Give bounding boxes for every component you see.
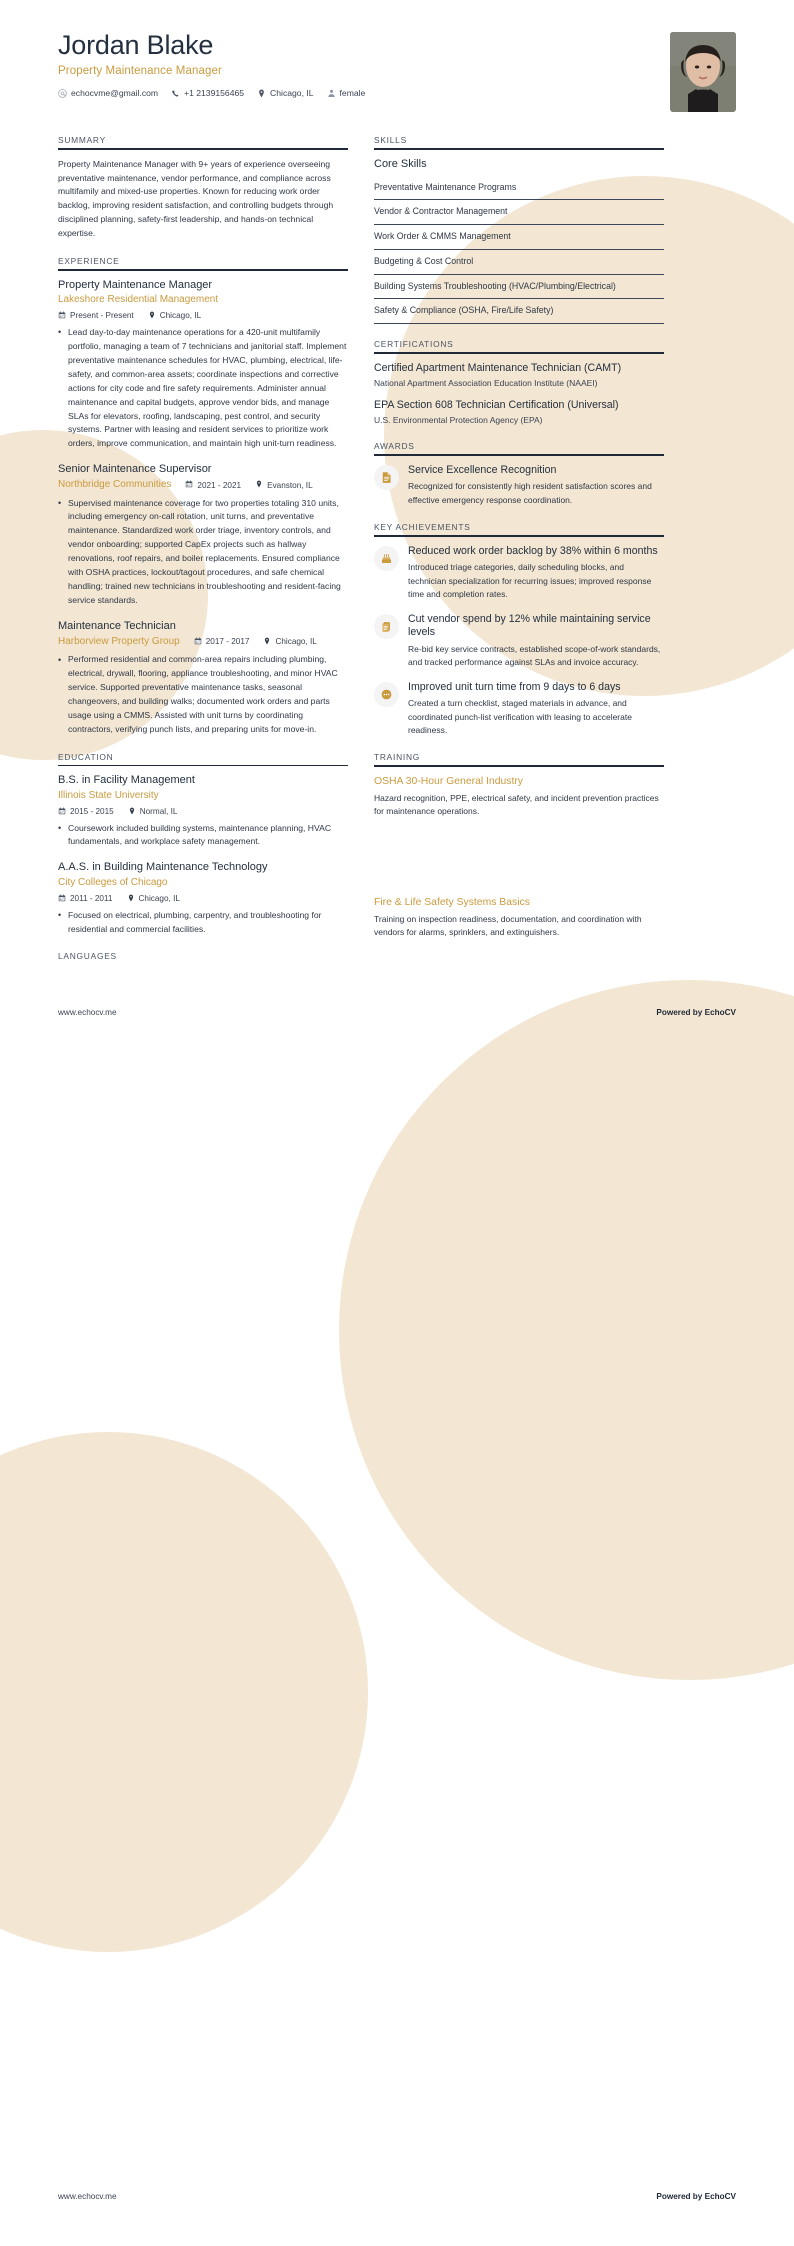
experience-dates (194, 637, 250, 647)
certification-item (374, 399, 664, 427)
training-description: Hazard recognition, PPE, electrical safety, and incident prevention practices for maintenance operations. (374, 792, 659, 817)
achievement-description: Created a turn checklist, staged materials in advance, and coordinated punch-list verification with leasing to accelerate readiness. (408, 698, 632, 736)
section-divider (374, 352, 664, 354)
cake-icon (374, 546, 399, 571)
section-education (58, 752, 348, 937)
training-name: Fire & Life Safety Systems Basics (374, 897, 530, 909)
section-skills-title: SKILLS (374, 135, 407, 145)
footer-brand: Powered by EchoCV (656, 1008, 736, 1017)
education-meta (58, 894, 348, 904)
section-training-title: TRAINING (374, 752, 421, 763)
experience-dates-text: 2017 - 2017 (205, 637, 250, 647)
list-item: • Supervised maintenance coverage for two properties totaling 310 units, including emergency on-call rotation, unit turns, and preventative maintenance. Standardized work order triage, inventory controls, and vendor onboarding; supported CapEx projects such as hallway renovations, roof repairs, and boiler replacements. Ensured compliance with OSHA practices, lockout/tagout procedures, and safe chemical handling; trained new technicians in troubleshooting and resident-facing service standards. (58, 497, 348, 608)
experience-meta (58, 311, 348, 321)
location-icon (263, 637, 271, 647)
section-languages-title: LANGUAGES (58, 951, 117, 962)
resume-header (58, 30, 736, 112)
section-divider (374, 765, 664, 767)
page-footer (58, 1008, 736, 1017)
award-item (374, 464, 664, 507)
achievement-item (374, 545, 664, 602)
section-key-achievements (374, 522, 664, 737)
section-divider (374, 454, 664, 456)
skill-item: Safety & Compliance (OSHA, Fire/Life Safety) (374, 299, 664, 324)
experience-location-text: Chicago, IL (159, 311, 202, 321)
education-degree: A.A.S. in Building Maintenance Technology (58, 861, 268, 874)
achievement-description: Re-bid key service contracts, established scope-of-work standards, and tracked performance against SLAs and invoice accuracy. (408, 643, 661, 668)
education-location (128, 807, 178, 817)
experience-dates (58, 311, 134, 321)
experience-role: Maintenance Technician (58, 619, 176, 632)
location-icon (257, 89, 266, 98)
decorative-blob-bottom-left (0, 1432, 368, 1952)
training-item (374, 775, 664, 818)
footer-brand: Powered by EchoCV (656, 2192, 736, 2201)
resume-page (0, 0, 794, 979)
section-training (374, 752, 664, 818)
document-icon (374, 465, 399, 490)
achievement-item (374, 613, 664, 670)
section-summary (58, 135, 348, 241)
experience-role: Senior Maintenance Supervisor (58, 463, 212, 476)
experience-company: Northbridge Communities (58, 479, 172, 491)
achievement-body (408, 545, 664, 602)
section-experience (58, 256, 348, 737)
location-icon (148, 311, 156, 321)
education-school: Illinois State University (58, 790, 159, 802)
achievement-title: Cut vendor spend by 12% while maintaining service levels (408, 612, 651, 639)
location-icon (255, 480, 263, 490)
header-job-title: Property Maintenance Manager (58, 65, 222, 78)
avatar (670, 32, 736, 112)
achievement-body (408, 613, 664, 670)
education-location-text: Normal, IL (139, 807, 178, 817)
experience-company: Lakeshore Residential Management (58, 294, 219, 306)
list-item: • Coursework included building systems, maintenance planning, HVAC fundamentals, and workplace safety management. (58, 822, 348, 850)
experience-dates-text: Present - Present (70, 311, 134, 321)
footer-site-url[interactable]: www.echocv.me (58, 1008, 117, 1017)
contact-email[interactable] (58, 88, 158, 98)
section-divider (58, 148, 348, 150)
section-education-title: EDUCATION (58, 751, 114, 762)
section-key-achievements-title: KEY ACHIEVEMENTS (374, 522, 471, 533)
achievement-body (408, 681, 664, 738)
section-experience-title: EXPERIENCE (58, 256, 120, 267)
experience-company: Harborview Property Group (58, 635, 180, 647)
contact-location (257, 88, 313, 98)
achievement-title: Reduced work order backlog by 38% within 6 months (408, 544, 658, 557)
contact-email-text: echocvme@gmail.com (71, 88, 159, 99)
certification-name: EPA Section 608 Technician Certification (Universal) (374, 398, 619, 411)
skill-item: Preventative Maintenance Programs (374, 176, 664, 201)
experience-role: Property Maintenance Manager (58, 278, 213, 291)
education-bullets (58, 822, 348, 850)
achievement-item (374, 681, 664, 738)
experience-entry (58, 463, 348, 608)
education-dates-text: 2015 - 2015 (70, 807, 114, 817)
calendar-icon (58, 807, 66, 817)
certification-name: Certified Apartment Maintenance Technician (CAMT) (374, 361, 622, 374)
contact-gender-text: female (339, 88, 366, 99)
location-icon (128, 807, 136, 817)
experience-location (255, 480, 313, 490)
email-icon (58, 89, 67, 98)
section-awards-title: AWARDS (374, 441, 415, 452)
header-identity (58, 30, 365, 98)
experience-bullets (58, 497, 348, 608)
calendar-icon (58, 311, 66, 321)
list-item: • Lead day-to-day maintenance operations for a 420-unit multifamily portfolio, managing a team of 7 technicians and janitorial staff. Implement preventative maintenance schedules for HVAC, plumbing, electrical, life-safety, and common-area assets; coordinate inspections and corrective actions for city code and fire safety requirements. Administer annual maintenance and capital budgets, approve vendor bids, and manage SLAs for elevators, roofing, landscaping, pest control, and security systems. Partner with leasing and resident services to prioritize work orders, improve communication, and maintain high unit-turn readiness. (58, 326, 348, 451)
section-languages (58, 951, 348, 964)
skill-item: Budgeting & Cost Control (374, 250, 664, 275)
experience-bullets (58, 326, 348, 451)
list-item: • Performed residential and common-area repairs including plumbing, electrical, drywall, flooring, appliance troubleshooting, and minor HVAC service. Supported preventative maintenance tasks, seasonal changeovers, and building walks; documented work orders and parts usage using a CMMS. Assisted with unit turns by coordinating contractors, verifying punch lists, and preparing units for move-in. (58, 653, 348, 737)
education-degree: B.S. in Facility Management (58, 774, 195, 787)
left-column (58, 135, 348, 979)
dots-circle-icon (374, 682, 399, 707)
experience-meta (185, 480, 312, 490)
experience-location-text: Evanston, IL (267, 480, 313, 490)
experience-bullets (58, 653, 348, 737)
achievement-description: Introduced triage categories, daily scheduling blocks, and technician specialization for recurring issues; improved response time and completion rates. (408, 562, 652, 600)
section-certifications (374, 339, 664, 426)
footer-site-url[interactable]: www.echocv.me (58, 2192, 117, 2201)
list-item: • Focused on electrical, plumbing, carpentry, and troubleshooting for residential and commercial facilities. (58, 909, 348, 937)
contact-row (58, 88, 365, 98)
award-body (408, 464, 664, 507)
section-summary-title: SUMMARY (58, 135, 106, 145)
section-certifications-title: CERTIFICATIONS (374, 339, 454, 350)
calendar-icon (58, 894, 66, 904)
experience-dates-text: 2021 - 2021 (197, 480, 242, 490)
experience-dates (185, 480, 241, 490)
award-description: Recognized for consistently high resident satisfaction scores and effective emergency response coordination. (408, 481, 652, 505)
certification-issuer: U.S. Environmental Protection Agency (EPA) (374, 415, 543, 426)
section-divider (374, 148, 664, 150)
experience-location (263, 637, 316, 647)
experience-company-row (58, 479, 348, 492)
education-dates-text: 2011 - 2011 (70, 894, 113, 904)
education-entry (58, 861, 348, 936)
experience-location-text: Chicago, IL (275, 637, 317, 647)
page-title: Jordan Blake (58, 30, 214, 60)
education-entry (58, 774, 348, 849)
training-description: Training on inspection readiness, documentation, and coordination with vendors for alarms, sprinklers, and extinguishers. (374, 913, 642, 938)
education-school: City Colleges of Chicago (58, 877, 168, 889)
education-location-text: Chicago, IL (138, 894, 180, 904)
contact-phone-text: +1 2139156465 (184, 88, 245, 99)
calendar-icon (185, 480, 193, 490)
experience-meta (194, 637, 317, 647)
achievement-title: Improved unit turn time from 9 days to 6 days (408, 680, 621, 693)
section-divider (374, 535, 664, 537)
skills-group-name: Core Skills (374, 157, 427, 170)
education-meta (58, 807, 348, 817)
education-bullets (58, 909, 348, 937)
resume-columns (58, 135, 736, 979)
education-location (127, 894, 180, 904)
calendar-icon (194, 637, 202, 647)
clipboard-icon (374, 614, 399, 639)
education-dates (58, 894, 113, 904)
section-divider (58, 765, 348, 767)
decorative-blob-bottom-right (339, 980, 794, 1680)
location-icon (127, 894, 135, 904)
section-skills (374, 135, 664, 324)
certification-issuer: National Apartment Association Education Institute (NAAEI) (374, 378, 598, 389)
summary-text: Property Maintenance Manager with 9+ years of experience overseeing preventative maintenance, vendor performance, and compliance across multifamily and mixed-use properties. Known for reducing work order backlog, improving resident satisfaction, and controlling budgets through disciplined planning, safety-first leadership, and hands-on technical expertise. (58, 158, 334, 239)
phone-icon (171, 89, 180, 98)
experience-entry (58, 279, 348, 452)
right-column (374, 135, 664, 955)
experience-entry (58, 620, 348, 737)
experience-company-row (58, 636, 348, 649)
skill-item: Building Systems Troubleshooting (HVAC/Plumbing/Electrical) (374, 275, 664, 300)
education-dates (58, 807, 114, 817)
training-name: OSHA 30-Hour General Industry (374, 776, 523, 788)
certification-item (374, 362, 664, 390)
skill-item: Vendor & Contractor Management (374, 200, 664, 225)
award-title: Service Excellence Recognition (408, 463, 557, 476)
contact-gender (327, 88, 366, 98)
experience-location (148, 311, 201, 321)
section-training-continued (374, 896, 664, 939)
training-item (374, 896, 664, 939)
person-icon (327, 89, 336, 98)
section-awards (374, 441, 664, 507)
page-footer (58, 2192, 736, 2201)
section-divider (58, 269, 348, 271)
contact-phone[interactable] (171, 88, 244, 98)
skill-item: Work Order & CMMS Management (374, 225, 664, 250)
contact-location-text: Chicago, IL (270, 88, 314, 99)
